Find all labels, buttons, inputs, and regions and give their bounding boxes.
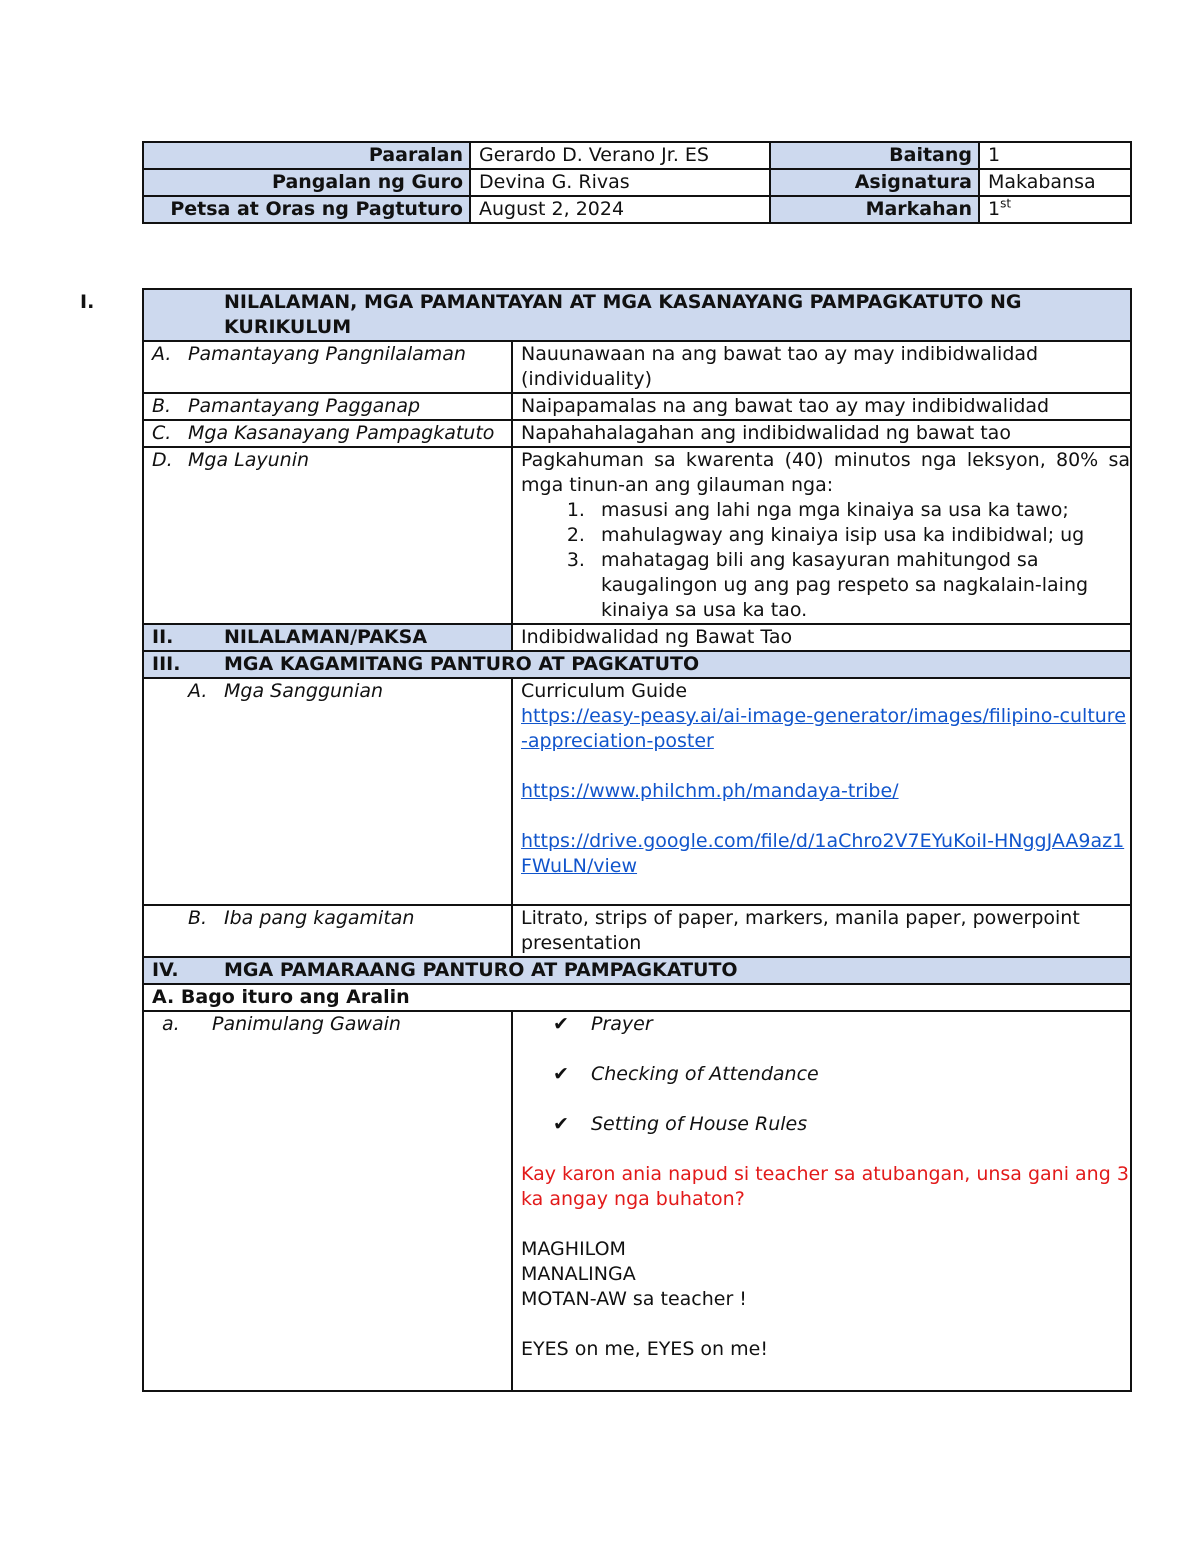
section-1-heading [80, 289, 1131, 341]
row-letter: A. [152, 343, 172, 365]
table-row [143, 420, 1131, 447]
row-letter: D. [152, 449, 173, 471]
preliminary-activity-label: Panimulang Gawain [212, 1013, 401, 1035]
competency-label: Mga Kasanayang Pampagkatuto [188, 422, 495, 444]
performance-standard-label: Pamantayang Pagganap [188, 395, 421, 417]
row-letter: a. [162, 1013, 180, 1035]
content-standard-label: Pamantayang Pangnilalaman [188, 343, 466, 365]
section-4-heading [143, 957, 1131, 984]
answer-line: MOTAN-AW sa teacher ! [521, 1288, 747, 1310]
section-4-number: IV. [152, 959, 179, 981]
section-3-title: MGA KAGAMITANG PANTURO AT PAGKATUTO [224, 653, 700, 675]
answer-line: MANALINGA [521, 1263, 636, 1285]
teacher-prompt: Kay karon ania napud si teacher sa atubangan, unsa gani ang 3 ka angay nga buhaton? [521, 1163, 1129, 1210]
row-letter: A. [188, 680, 208, 702]
table-row [143, 393, 1131, 420]
list-item [521, 1012, 1130, 1037]
section-2-title: NILALAMAN/PAKSA [224, 626, 428, 648]
objectives-intro: Pagkahuman sa kwarenta (40) minutos nga leksyon, 80% sa mga tinun-an ang gilauman nga: [521, 449, 1131, 496]
header-info-table [142, 141, 1132, 224]
date-value: August 2, 2024 [470, 196, 770, 223]
checkmark-icon: ✔ [553, 1013, 569, 1035]
reference-link[interactable]: https://easy-peasy.ai/ai-image-generator/images/filipino-culture-appreciation-poster [521, 705, 1126, 752]
checklist-text: Setting of House Rules [591, 1113, 808, 1135]
references-cell [512, 678, 1131, 905]
section-3-number: III. [152, 653, 181, 675]
list-item [521, 1112, 1130, 1137]
list-item: 2. mahulagway ang kinaiya isip usa ka indibidwal; ug [591, 523, 1130, 548]
quarter-value [979, 196, 1131, 223]
table-row [143, 447, 1131, 624]
objectives-cell [512, 447, 1131, 624]
before-lesson-subheading: A. Bago ituro ang Aralin [143, 984, 1131, 1011]
checkmark-icon: ✔ [553, 1113, 569, 1135]
table-row [143, 905, 1131, 957]
lesson-plan-table [80, 288, 1132, 1392]
section-1-title: NILALAMAN, MGA PAMANTAYAN AT MGA KASANAYANG PAMPAGKATUTO NG KURIKULUM [224, 291, 1022, 338]
other-materials-label: Iba pang kagamitan [224, 907, 415, 929]
list-item [521, 1062, 1130, 1087]
reference-link[interactable]: https://drive.google.com/file/d/1aChro2V7EYuKoiI-HNggJAA9az1FWuLN/view [521, 830, 1125, 877]
table-row [143, 678, 1131, 905]
preliminary-activity-cell [512, 1011, 1131, 1391]
table-row [143, 1011, 1131, 1391]
subject-value: Makabansa [979, 169, 1131, 196]
section-3-heading [143, 651, 1131, 678]
teacher-label: Pangalan ng Guro [143, 169, 470, 196]
quarter-label: Markahan [770, 196, 979, 223]
grade-label: Baitang [770, 142, 979, 169]
chant-text: EYES on me, EYES on me! [521, 1338, 768, 1360]
quarter-number: 1 [988, 198, 1001, 220]
section-4-title: MGA PAMARAANG PANTURO AT PAMPAGKATUTO [224, 959, 738, 981]
row-letter: B. [152, 395, 172, 417]
references-label: Mga Sanggunian [224, 680, 384, 702]
performance-standard-value: Naipapamalas na ang bawat tao ay may indibidwalidad [512, 393, 1131, 420]
teacher-value: Devina G. Rivas [470, 169, 770, 196]
competency-value: Napahahalagahan ang indibidwalidad ng bawat tao [512, 420, 1131, 447]
subject-label: Asignatura [770, 169, 979, 196]
row-letter: C. [152, 422, 172, 444]
objectives-label: Mga Layunin [188, 449, 310, 471]
checklist-text: Checking of Attendance [591, 1063, 819, 1085]
checkmark-icon: ✔ [553, 1063, 569, 1085]
date-label: Petsa at Oras ng Pagtuturo [143, 196, 470, 223]
checklist-text: Prayer [591, 1013, 653, 1035]
grade-value: 1 [979, 142, 1131, 169]
topic-value: Indibidwalidad ng Bawat Tao [512, 624, 1131, 651]
list-item: 1. masusi ang lahi nga mga kinaiya sa usa ka tawo; [591, 498, 1130, 523]
objectives-list [521, 498, 1130, 623]
quarter-suffix: st [1000, 196, 1012, 211]
content-standard-value: Nauunawaan na ang bawat tao ay may indibidwalidad (individuality) [512, 341, 1131, 393]
reference-link[interactable]: https://www.philchm.ph/mandaya-tribe/ [521, 780, 899, 802]
answer-line: MAGHILOM [521, 1238, 626, 1260]
list-item: 3. mahatagag bili ang kasayuran mahitungod sa kaugalingon ug ang pag respeto sa nagkalain-laing kinaiya sa usa ka tao. [591, 548, 1130, 623]
section-2-heading [143, 624, 512, 651]
section-2-number: II. [152, 626, 174, 648]
table-row [143, 341, 1131, 393]
school-value: Gerardo D. Verano Jr. ES [470, 142, 770, 169]
section-1-number: I. [80, 291, 95, 313]
row-letter: B. [188, 907, 208, 929]
school-label: Paaralan [143, 142, 470, 169]
other-materials-value: Litrato, strips of paper, markers, manila paper, powerpoint presentation [512, 905, 1131, 957]
curriculum-guide-text: Curriculum Guide [521, 680, 688, 702]
